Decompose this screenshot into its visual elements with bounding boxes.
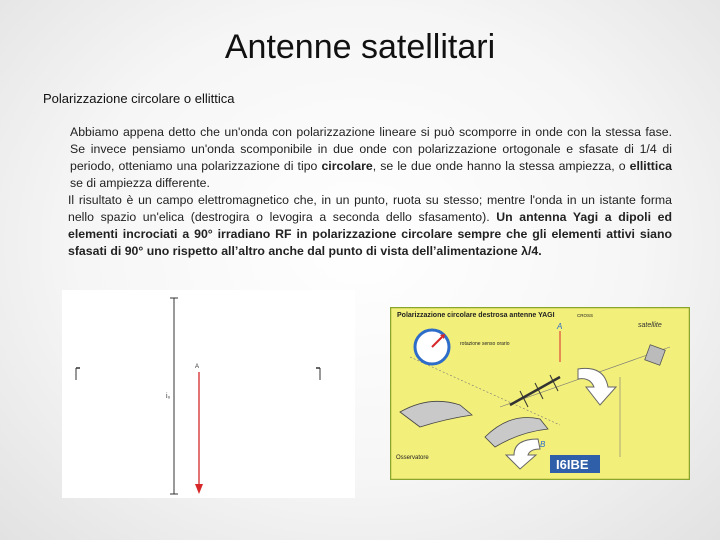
paragraph-2 xyxy=(68,192,672,260)
label-observer: Osservatore xyxy=(396,455,429,461)
paragraph-1 xyxy=(68,124,672,192)
logo-text: I6IBE xyxy=(556,457,589,472)
label-b-right: B xyxy=(540,440,546,449)
label-i: i₀ xyxy=(166,393,171,400)
term-ellittica: ellittica xyxy=(629,159,672,173)
current-arrow-head xyxy=(195,484,203,494)
label-a-right: A xyxy=(557,322,563,331)
slide-title: Antenne satellitari xyxy=(224,28,496,66)
figure-header: Polarizzazione circolare destrosa antenne YAGI xyxy=(397,312,555,319)
label-satellite: satellite xyxy=(638,322,662,329)
polarization-illustration xyxy=(390,307,690,480)
slide-subtitle: Polarizzazione circolare o ellittica xyxy=(43,91,235,106)
paragraph-2-text-bold: Un antenna Yagi a dipoli ed elementi incrociati a 90° irradiano RF in polarizzazione circolare sempre che gli elementi attivi siano sfasati di 90° uno rispetto all’altro anche dal punto di vista dell’alimentazione λ/4. xyxy=(68,210,672,258)
paragraph-2-text-a: Il risultato è un campo elettromagnetico che, in un punto, ruota su stesso; mentre l'onda in un istante forma nello spazio un'elica (destrogira o levogira a seconda dello sfasamento). xyxy=(68,193,672,224)
label-a: A xyxy=(195,364,200,370)
figure-header-small: CROSS xyxy=(577,313,594,318)
circular-polarization-figure xyxy=(390,307,690,480)
paragraph-1-text-e: se di ampiezza differente. xyxy=(70,176,210,190)
body-text xyxy=(68,124,672,260)
dipole-figure xyxy=(62,290,355,498)
term-circolare: circolare xyxy=(321,159,373,173)
paragraph-1-text-a: Abbiamo appena detto che un'onda con polarizzazione lineare si può scomporre in onde con la stessa fase. Se invece pensiamo un'onda scomponibile in due onde con polarizzazione ortogonale e sfasate di 1/4 di periodo, otteniamo una polarizzazione di tipo xyxy=(70,125,672,173)
dipole-diagram xyxy=(62,290,355,498)
paragraph-1-text-c: , se le due onde hanno la stessa ampiezza, o xyxy=(372,159,630,173)
label-rotation: rotazione senso orario xyxy=(460,341,510,347)
